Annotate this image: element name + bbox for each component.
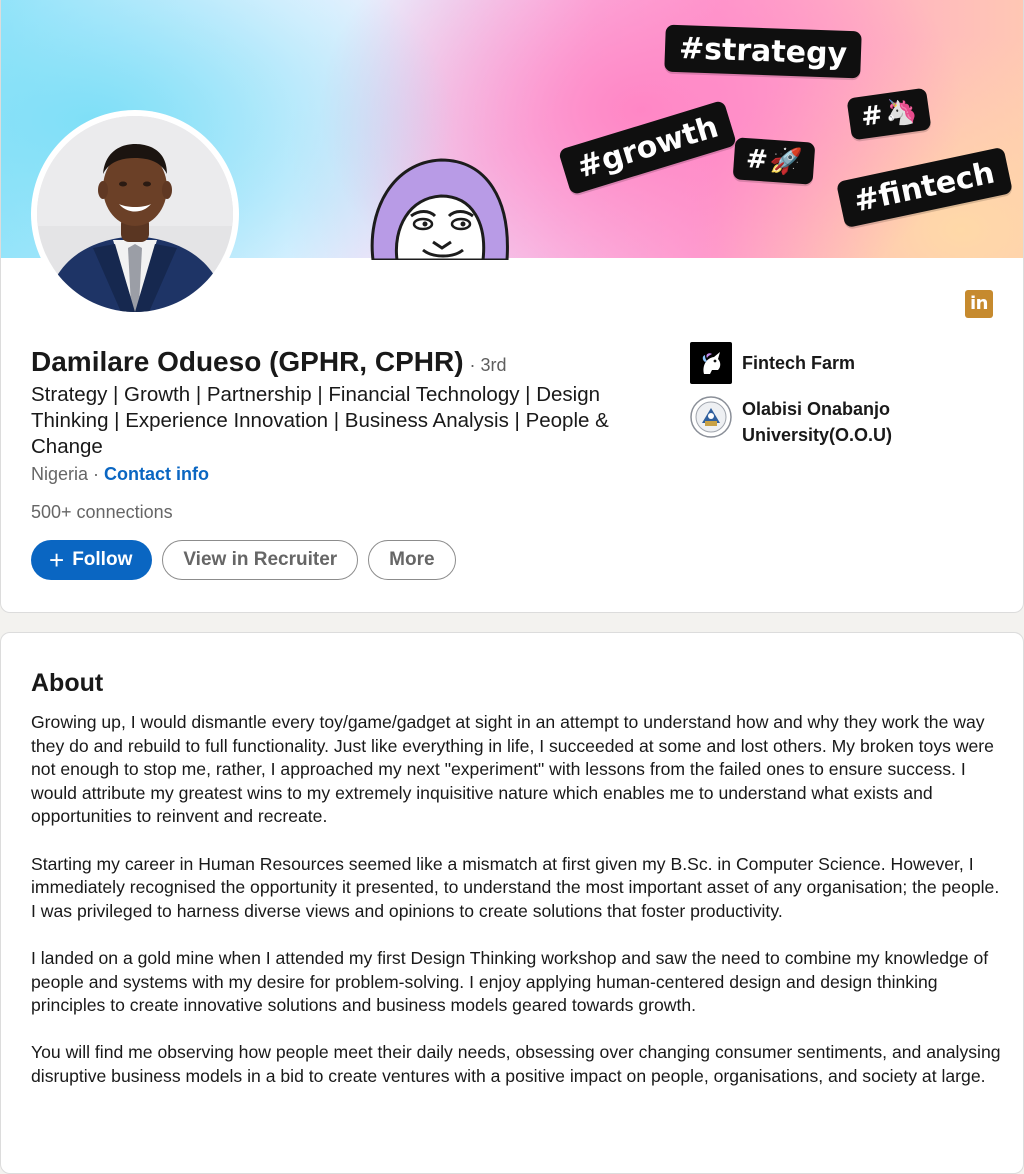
location-separator: ·: [88, 464, 105, 484]
about-paragraph: You will find me observing how people meet their daily needs, obsessing over changing consumer sentiments, and analysing disruptive business models in a bid to create ventures with a positive impact on people, organisations, and society at large.: [31, 1042, 1001, 1086]
hashtag-fintech: #fintech: [836, 147, 1013, 228]
hashtag-strategy: #strategy: [664, 25, 862, 79]
linkedin-icon[interactable]: in: [965, 290, 993, 318]
hashtag-growth: #growth: [558, 100, 738, 196]
rocket-icon: 🚀: [768, 145, 804, 178]
view-in-recruiter-button[interactable]: View in Recruiter: [162, 540, 358, 580]
hashtag-rocket-label: #: [745, 144, 769, 176]
unicorn-icon: 🦄: [882, 95, 919, 130]
plus-icon: +: [49, 545, 65, 575]
hashtag-unicorn-label: #: [859, 100, 885, 133]
name-row: [31, 346, 507, 378]
about-paragraph: Starting my career in Human Resources seemed like a mismatch at first given my B.Sc. in Computer Science. However, I immediately recognised the opportunity it presented, to understand the most important asset of any organisation; the people. I was privileged to harness diverse views and opinions to create solutions that foster productivity.: [31, 853, 1000, 921]
profile-headline: Strategy | Growth | Partnership | Financial Technology | Design Thinking | Experience Innovation | Business Analysis | People & Change: [31, 383, 609, 458]
follow-label: Follow: [72, 549, 133, 570]
location-row: [31, 464, 209, 485]
profile-actions: [31, 540, 456, 580]
connection-degree: · 3rd: [469, 355, 507, 375]
profile-photo: [37, 116, 233, 312]
more-button[interactable]: More: [368, 540, 455, 580]
contact-info-link[interactable]: Contact info: [104, 464, 210, 484]
avatar[interactable]: [37, 116, 233, 312]
about-paragraph: Growing up, I would dismantle every toy/game/gadget at sight in an attempt to understand how and why they work the way they do and rebuild to full functionality. Just like everything in life, I succeeded at some and lost others. My broken toys were not enough to stop me, rather, I approached my next "experiment" with lessons from the failed ones to ensure success. I would attribute my greatest wins to my extremely inquisitive nature which enables me to understand what exists and opportunities to reinvent and recreate.: [31, 712, 994, 827]
lion-mascot-illustration: [363, 150, 513, 260]
org-name: Fintech Farm: [742, 353, 856, 373]
hashtag-rocket: [733, 137, 816, 184]
university-crest-icon: [690, 396, 732, 438]
organizations-list: [690, 342, 1010, 460]
profile-location: Nigeria: [31, 464, 89, 484]
org-name: Olabisi Onabanjo University(O.O.U): [742, 399, 893, 445]
hashtag-unicorn: [846, 88, 931, 141]
about-section: [0, 632, 1024, 1174]
about-title: About: [31, 669, 104, 697]
org-item-fintech-farm[interactable]: [690, 342, 1010, 384]
about-body: [31, 711, 1001, 1112]
connections-count[interactable]: 500+ connections: [31, 502, 173, 522]
org-item-oou[interactable]: [690, 396, 1010, 448]
profile-name: Damilare Odueso (GPHR, CPHR): [31, 346, 464, 377]
about-paragraph: I landed on a gold mine when I attended my first Design Thinking workshop and saw the need to combine my knowledge of people and systems with my desire for problem-solving. I enjoy applying human-centered design and design thinking principles to create innovative solutions and business models geared towards growth.: [31, 947, 989, 1016]
follow-button[interactable]: [31, 540, 152, 580]
fintech-farm-logo-icon: [690, 342, 732, 384]
